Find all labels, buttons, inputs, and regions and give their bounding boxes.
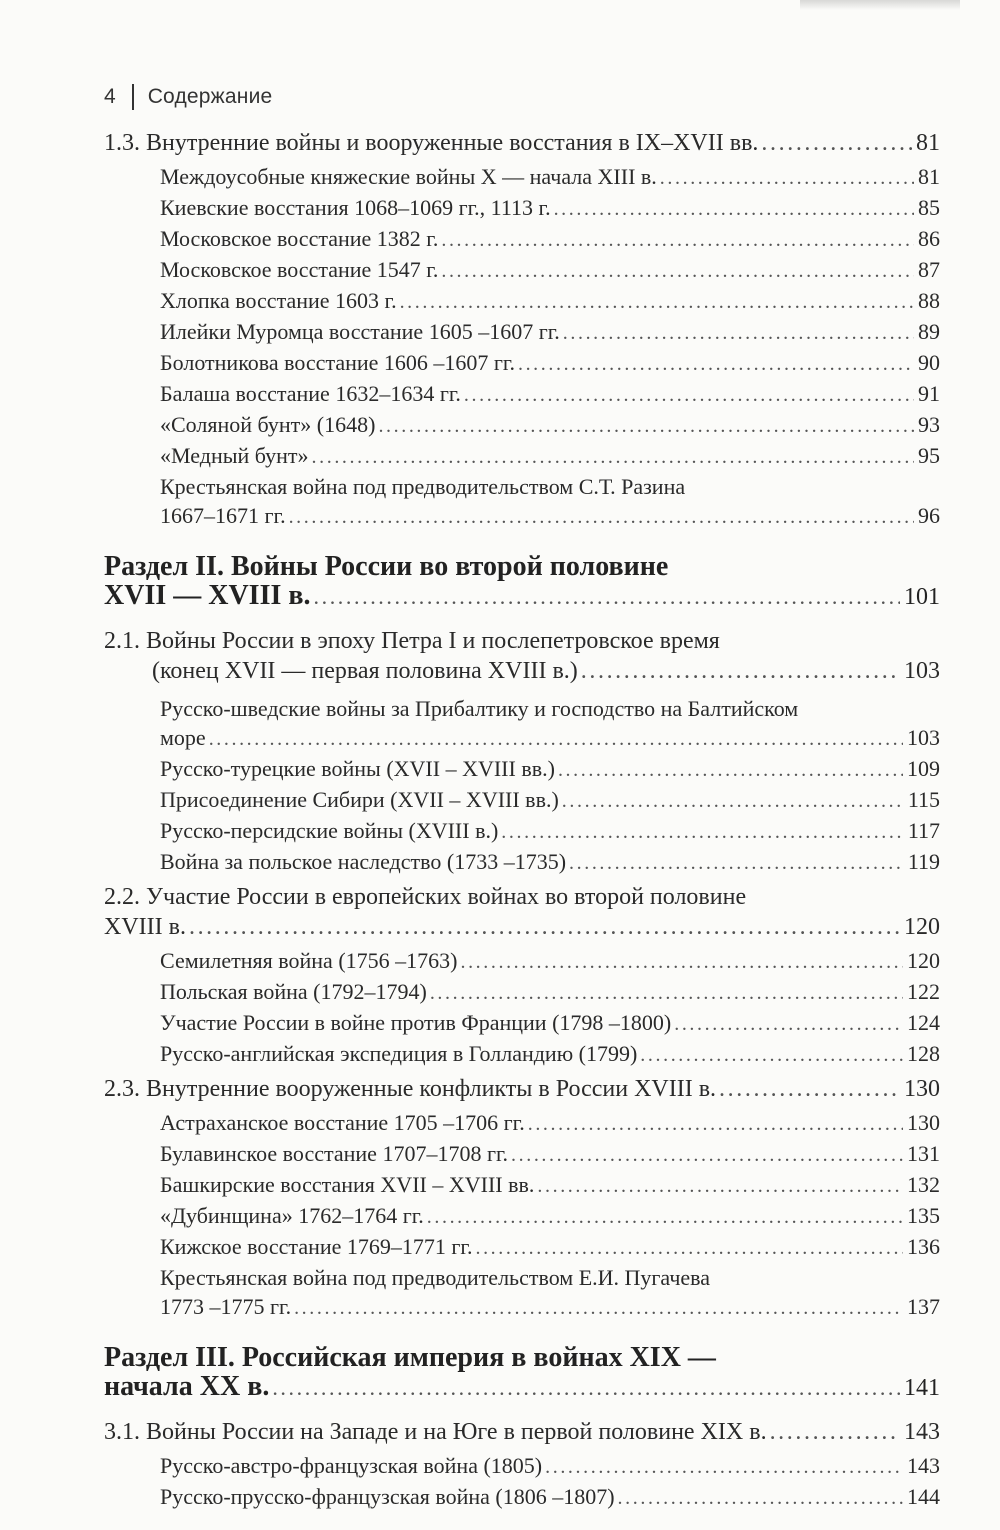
toc-item[interactable]: Русско-прусско-французская война (1806 –1807) ..... 144 (160, 1482, 940, 1513)
toc-item[interactable]: Московское восстание 1382 г. ..... 86 (160, 224, 940, 255)
toc-item[interactable]: Болотникова восстание 1606 –1607 гг. ..... 90 (160, 348, 940, 379)
running-title: Содержание (147, 85, 273, 108)
toc-section-3-1[interactable]: 3.1. Войны России на Западе и на Юге в первой половине XIX в. ..... 143 (104, 1417, 940, 1447)
toc-section-2-1[interactable]: 2.1. Войны России в эпоху Петра I и послепетровское время (конец XVII — первая половина XVIII в.) ..... 103 (104, 626, 940, 686)
toc-item-wrapped[interactable]: Русско-шведские войны за Прибалтику и господство на Балтийском море ..... 103 (160, 694, 940, 754)
page-edge-shadow (800, 0, 960, 10)
toc-section-2-3[interactable]: 2.3. Внутренние вооруженные конфликты в России XVIII в. ..... 130 (104, 1074, 940, 1104)
toc-item[interactable]: Хлопка восстание 1603 г. ..... 88 (160, 286, 940, 317)
toc-item[interactable]: Башкирские восстания XVII – XVIII вв. ..... 132 (160, 1170, 940, 1201)
leader-dots (314, 582, 901, 611)
toc-item[interactable]: Польская война (1792–1794) ..... 122 (160, 977, 940, 1008)
toc-item[interactable]: Булавинское восстание 1707–1708 гг. ..... 131 (160, 1139, 940, 1170)
toc-item[interactable]: Семилетняя война (1756 –1763) ..... 120 (160, 946, 940, 977)
toc-item[interactable]: Кижское восстание 1769–1771 гг. ..... 136 (160, 1232, 940, 1263)
page-number: 4 (104, 85, 116, 108)
toc-item[interactable]: Междоусобные княжеские войны X — начала XIII в. ..... 81 (160, 162, 940, 193)
section-number: 1.3. (104, 130, 140, 156)
running-head (104, 84, 272, 110)
toc-item[interactable]: «Соляной бунт» (1648) ..... 93 (160, 410, 940, 441)
toc-item[interactable]: Война за польское наследство (1733 –1735) ..... 119 (160, 847, 940, 878)
toc-item[interactable]: Присоединение Сибири (XVII – XVIII вв.) ..... 115 (160, 785, 940, 816)
toc-part-3[interactable]: Раздел III. Российская империя в войнах XIX — начала XX в. ..... 141 (104, 1343, 940, 1403)
toc-item-wrapped[interactable]: Крестьянская война под предводительством Е.И. Пугачева 1773 –1775 гг. ..... 137 (160, 1263, 940, 1323)
toc-item[interactable]: Русско-персидские войны (XVIII в.) ..... 117 (160, 816, 940, 847)
toc-item[interactable]: «Дубинщина» 1762–1764 гг. ..... 135 (160, 1201, 940, 1232)
toc-section-2-2[interactable]: 2.2. Участие России в европейских войнах во второй половине XVIII в. ..... 120 (104, 882, 940, 942)
toc-item[interactable]: Киевские восстания 1068–1069 гг., 1113 г. ..... 85 (160, 193, 940, 224)
toc-item[interactable]: Илейки Муромца восстание 1605 –1607 гг. ..... 89 (160, 317, 940, 348)
toc-item[interactable]: Московское восстание 1547 г. ..... 87 (160, 255, 940, 286)
header-divider (132, 84, 134, 110)
toc-item[interactable]: Русско-австро-французская война (1805) ..... 143 (160, 1451, 940, 1482)
toc-part-2[interactable]: Раздел II. Войны России во второй половине XVII — XVIII в. ..... 101 (104, 552, 940, 612)
table-of-contents (104, 128, 940, 1513)
toc-item[interactable]: «Медный бунт» ..... 95 (160, 441, 940, 472)
leader-dots (272, 1373, 900, 1402)
toc-item[interactable]: Русско-английская экспедиция в Голландию (1799) ..... 128 (160, 1039, 940, 1070)
toc-item[interactable]: Астраханское восстание 1705 –1706 гг. ..... 130 (160, 1108, 940, 1139)
section-title: Внутренние войны и вооруженные восстания в IX–XVII вв. (146, 130, 759, 156)
section-page: 81 (916, 130, 940, 156)
leader-dots (761, 128, 912, 158)
toc-item[interactable]: Русско-турецкие войны (XVII – XVIII вв.) ..... 109 (160, 754, 940, 785)
toc-item[interactable]: Балаша восстание 1632–1634 гг. ..... 91 (160, 379, 940, 410)
toc-item[interactable]: Участие России в войне против Франции (1798 –1800) ..... 124 (160, 1008, 940, 1039)
toc-item-wrapped[interactable]: Крестьянская война под предводительством С.Т. Разина 1667–1671 гг. ..... 96 (160, 472, 940, 532)
toc-section-1-3[interactable] (104, 128, 940, 158)
